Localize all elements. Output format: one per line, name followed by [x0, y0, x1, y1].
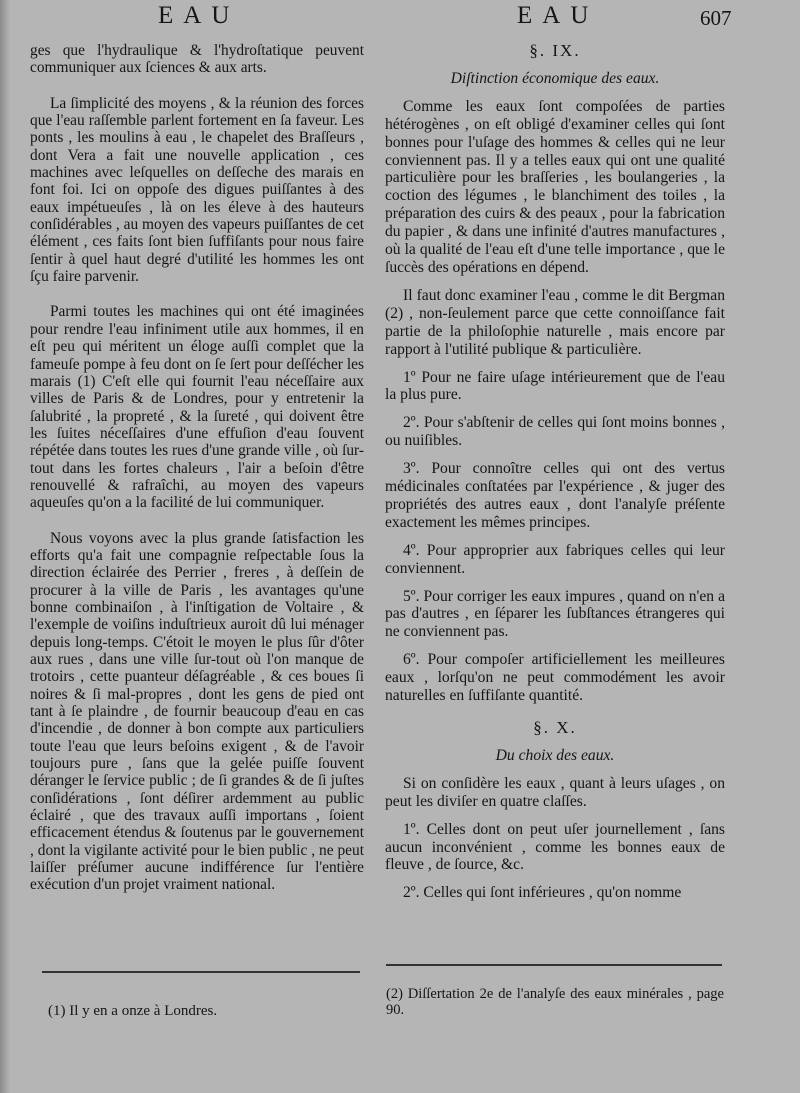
paragraph-continuation: ges que l'hydraulique & l'hydroſtatique peuvent communiquer aux ſciences & aux arts. — [30, 42, 364, 77]
list-item-6: 6º. Pour compoſer artificiellement les meilleures eaux , lorſqu'on ne peut commodément les avoir naturelles en ſuffiſante quantité. — [385, 651, 725, 705]
section-x-title: Du choix des eaux. — [495, 746, 615, 764]
class-item-1: 1º. Celles dont on peut uſer journellement , ſans aucun inconvénient , comme les bonnes eaux de fleuve , de ſource, &c. — [385, 820, 725, 874]
footnote-left: (1) Il y en a onze à Londres. — [48, 1003, 218, 1019]
paragraph-eaux-heterogenes: Comme les eaux ſont compoſées de parties hétérogènes , on eſt obligé d'examiner celles qui ſont bonnes pour l'uſage des hommes & celles qui ne leur conviennent pas. Il y a telles eaux qui ont une qualité particulière pour les braſſeries , les boulangeries , la coction des légumes , le blanchiment des toiles , la préparation des cuirs & des peaux , pour la fabrication du papier , & dans une infinité d'autres manufactures , où la qualité de l'eau eſt d'une telle importance , que le ſuccès des opérations en dépend. — [385, 97, 725, 276]
footnote-rule-right — [386, 964, 722, 966]
class-item-2: 2º. Celles qui ſont inférieures , qu'on nomme — [403, 884, 682, 902]
list-item-4: 4º. Pour approprier aux fabriques celles qui leur conviennent. — [385, 541, 725, 577]
section-ix-title: Diſtinction économique des eaux. — [450, 69, 660, 87]
section-ix-heading: §. IX. — [529, 41, 581, 60]
list-item-2: 2º. Pour s'abſtenir de celles qui ſont moins bonnes , ou nuiſibles. — [385, 414, 725, 450]
list-item-5: 5º. Pour corriger les eaux impures , quand on n'en a pas d'autres , en ſéparer les ſubſtances étrangeres qui ne conviennent pas. — [385, 587, 725, 641]
paragraph-machines: Parmi toutes les machines qui ont été imaginées pour rendre l'eau infiniment utile aux hommes, il en eſt peu qui méritent un éloge auſſi complet que la fameuſe pompe à feu dont on ſe ſert pour deſſécher les marais (1) C'eſt elle qui fournit l'eau néceſſaire aux villes de Paris & de Londres, pour y entretenir la ſalubrité , la propreté , & la ſureté , qui doivent être les ſuites néceſſaires d'une effuſion d'eau ſouvent répétée dans toutes les rues d'une grande ville , où ſur-tout dans les fortes chaleurs , l'air a beſoin d'être renouvellé & rafraîchi, au moyen des vapeurs aqueuſes qu'on a la facilité de lui communiquer. — [30, 303, 364, 512]
footnote-rule-left — [42, 971, 360, 973]
list-item-3: 3º. Pour connoître celles qui ont des vertus médicinales conſtatées par l'expérience , & juger des propriétés des autres eaux , dont l'analyſe préſente exactement les mêmes principes. — [385, 460, 725, 531]
running-head-left: EAU — [158, 2, 240, 29]
gutter-shadow — [0, 0, 10, 1093]
paragraph-quatre-classes: Si on conſidère les eaux , quant à leurs uſages , on peut les diviſer en quatre claſſes. — [385, 774, 725, 810]
page-number: 607 — [700, 6, 732, 30]
running-head-right: EAU — [517, 2, 599, 29]
footnote-right: (2) Diſſertation 2e de l'analyſe des eaux minérales , page 90. — [386, 986, 724, 1018]
left-column — [30, 42, 364, 894]
section-x-heading: §. X. — [533, 718, 577, 737]
paragraph-simplicite: La ſimplicité des moyens , & la réunion des forces que l'eau raſſemble parlent fortement en ſa faveur. Les ponts , les moulins à eau , le chapelet des Braſſeurs , dont Vera a fait une nouvelle application , ces machines avec leſquelles on deſſeche des marais en font foi. Ici on oppoſe des digues puiſſantes à des eaux impétueuſes , là on les éleve à des hauteurs conſidérables , au moyen des vapeurs puiſſantes de cet élément , ces faits ſont bien ſuffiſants pour nous faire ſentir à quel haut degré d'utilité les hommes les ont ſçu faire parvenir. — [30, 94, 364, 286]
paragraph-bergman: Il faut donc examiner l'eau , comme le dit Bergman (2) , non-ſeulement parce que cette connoiſſance fait partie de la philoſophie naturelle , mais encore par rapport à l'utilité publique & particulière. — [385, 286, 725, 358]
list-item-1: 1º Pour ne faire uſage intérieurement que de l'eau la plus pure. — [385, 368, 725, 404]
right-column — [385, 42, 725, 902]
paragraph-perrier: Nous voyons avec la plus grande ſatisfaction les efforts qu'a fait une compagnie reſpectable ſous la direction éclairée des Perrier , freres , à deſſein de procurer à la ville de Paris , les avantages qu'une bonne combinaiſon , à l'inſtigation de Voltaire , & l'exemple de voiſins induſtrieux auroit dû lui ménager depuis long-temps. C'étoit le moyen le plus ſûr d'ôter aux rues , dans une ville ſur-tout où l'on manque de trotoirs , cette puanteur déſagréable , & ces boues ſi noires & ſi mal-propres , dont les gens de pied ont tant à ſe plaindre , de fournir beaucoup d'eau en cas d'incendie , de donner à bon compte aux particuliers toute l'eau que leurs beſoins exigent , & de l'avoir toujours pure , ſans que la gelée puiſſe ſouvent déranger le ſervice public ; de ſi grandes & de ſi juſtes conſidérations , ſont déſirer ardemment au public éclairé , que des travaux auſſi importans , ſoient efficacement étendus & ſoutenus par le gouvernement , dont la vigilante activité pour le bien public , ne peut laiſſer préſumer aucune indifférence ſur l'entière exécution d'un projet vraiment national. — [30, 529, 364, 894]
